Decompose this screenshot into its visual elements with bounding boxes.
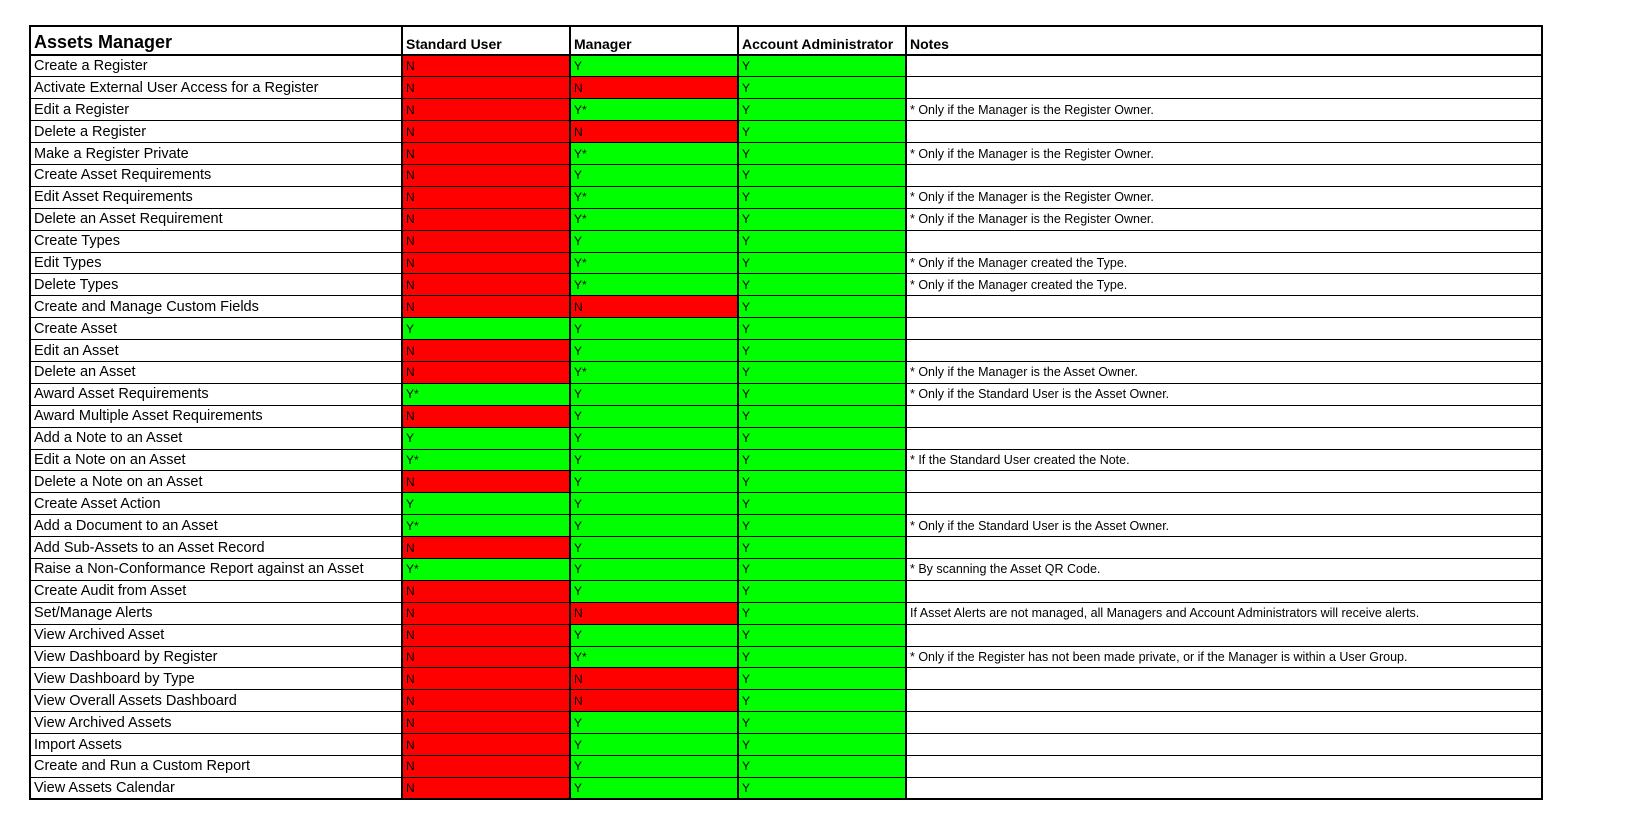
account-administrator-permission-cell: Y [738, 602, 906, 624]
feature-cell: Edit a Register [30, 99, 402, 121]
permissions-table [29, 25, 1543, 800]
table-row [30, 449, 1542, 471]
column-header-standard-user: Standard User [402, 26, 570, 55]
account-administrator-permission-cell: Y [738, 558, 906, 580]
table-row [30, 427, 1542, 449]
note-cell [906, 624, 1542, 646]
feature-cell: Create Audit from Asset [30, 580, 402, 602]
table-row [30, 580, 1542, 602]
manager-permission-cell: Y [570, 55, 738, 77]
account-administrator-permission-cell: Y [738, 471, 906, 493]
account-administrator-permission-cell: Y [738, 624, 906, 646]
standard-user-permission-cell: N [402, 537, 570, 559]
table-row [30, 515, 1542, 537]
standard-user-permission-cell: N [402, 624, 570, 646]
manager-permission-cell: Y [570, 427, 738, 449]
manager-permission-cell: Y [570, 624, 738, 646]
note-cell: * Only if the Standard User is the Asset Owner. [906, 383, 1542, 405]
manager-permission-cell: Y [570, 493, 738, 515]
feature-cell: Raise a Non-Conformance Report against an Asset [30, 558, 402, 580]
feature-cell: Create and Manage Custom Fields [30, 296, 402, 318]
table-title: Assets Manager [30, 26, 402, 55]
account-administrator-permission-cell: Y [738, 427, 906, 449]
feature-cell: Create and Run a Custom Report [30, 756, 402, 778]
feature-cell: Create Asset Action [30, 493, 402, 515]
account-administrator-permission-cell: Y [738, 55, 906, 77]
feature-cell: Add a Document to an Asset [30, 515, 402, 537]
feature-cell: View Dashboard by Type [30, 668, 402, 690]
table-row [30, 777, 1542, 799]
table-row [30, 624, 1542, 646]
note-cell: * Only if the Manager created the Type. [906, 274, 1542, 296]
account-administrator-permission-cell: Y [738, 646, 906, 668]
table-row [30, 383, 1542, 405]
feature-cell: Award Multiple Asset Requirements [30, 405, 402, 427]
table-row [30, 712, 1542, 734]
manager-permission-cell: Y [570, 558, 738, 580]
standard-user-permission-cell: N [402, 164, 570, 186]
note-cell [906, 537, 1542, 559]
feature-cell: View Archived Assets [30, 712, 402, 734]
standard-user-permission-cell: N [402, 99, 570, 121]
note-cell [906, 427, 1542, 449]
feature-cell: Create Types [30, 230, 402, 252]
feature-cell: Make a Register Private [30, 143, 402, 165]
column-header-notes: Notes [906, 26, 1542, 55]
feature-cell: Delete a Register [30, 121, 402, 143]
manager-permission-cell: Y* [570, 186, 738, 208]
table-row [30, 77, 1542, 99]
manager-permission-cell: Y [570, 449, 738, 471]
feature-cell: Edit a Note on an Asset [30, 449, 402, 471]
note-cell [906, 580, 1542, 602]
standard-user-permission-cell: N [402, 296, 570, 318]
feature-cell: Create Asset [30, 318, 402, 340]
table-row [30, 646, 1542, 668]
header-row [30, 26, 1542, 55]
account-administrator-permission-cell: Y [738, 383, 906, 405]
column-header-account-administrator: Account Administrator [738, 26, 906, 55]
note-cell: * By scanning the Asset QR Code. [906, 558, 1542, 580]
table-row [30, 186, 1542, 208]
standard-user-permission-cell: N [402, 55, 570, 77]
manager-permission-cell: Y [570, 777, 738, 799]
table-row [30, 405, 1542, 427]
manager-permission-cell: N [570, 121, 738, 143]
feature-cell: Create a Register [30, 55, 402, 77]
manager-permission-cell: Y [570, 515, 738, 537]
account-administrator-permission-cell: Y [738, 734, 906, 756]
account-administrator-permission-cell: Y [738, 449, 906, 471]
manager-permission-cell: N [570, 296, 738, 318]
account-administrator-permission-cell: Y [738, 690, 906, 712]
table-row [30, 558, 1542, 580]
manager-permission-cell: Y [570, 318, 738, 340]
table-row [30, 340, 1542, 362]
note-cell [906, 230, 1542, 252]
manager-permission-cell: Y* [570, 143, 738, 165]
manager-permission-cell: Y [570, 164, 738, 186]
manager-permission-cell: N [570, 602, 738, 624]
standard-user-permission-cell: Y* [402, 515, 570, 537]
standard-user-permission-cell: N [402, 208, 570, 230]
account-administrator-permission-cell: Y [738, 318, 906, 340]
feature-cell: Activate External User Access for a Register [30, 77, 402, 99]
note-cell: * Only if the Manager is the Register Owner. [906, 186, 1542, 208]
account-administrator-permission-cell: Y [738, 143, 906, 165]
note-cell: * Only if the Manager created the Type. [906, 252, 1542, 274]
manager-permission-cell: Y [570, 383, 738, 405]
feature-cell: Delete a Note on an Asset [30, 471, 402, 493]
standard-user-permission-cell: N [402, 252, 570, 274]
standard-user-permission-cell: N [402, 690, 570, 712]
standard-user-permission-cell: N [402, 77, 570, 99]
feature-cell: Create Asset Requirements [30, 164, 402, 186]
standard-user-permission-cell: N [402, 734, 570, 756]
account-administrator-permission-cell: Y [738, 186, 906, 208]
table-body [30, 55, 1542, 799]
feature-cell: Add a Note to an Asset [30, 427, 402, 449]
table-row [30, 230, 1542, 252]
table-row [30, 690, 1542, 712]
feature-cell: Edit Asset Requirements [30, 186, 402, 208]
note-cell [906, 668, 1542, 690]
table-row [30, 143, 1542, 165]
table-row [30, 471, 1542, 493]
table-row [30, 99, 1542, 121]
manager-permission-cell: Y* [570, 208, 738, 230]
account-administrator-permission-cell: Y [738, 274, 906, 296]
manager-permission-cell: Y [570, 756, 738, 778]
standard-user-permission-cell: N [402, 602, 570, 624]
note-cell: * Only if the Manager is the Asset Owner. [906, 361, 1542, 383]
feature-cell: Import Assets [30, 734, 402, 756]
manager-permission-cell: Y [570, 580, 738, 602]
standard-user-permission-cell: N [402, 340, 570, 362]
standard-user-permission-cell: N [402, 405, 570, 427]
table-row [30, 537, 1542, 559]
account-administrator-permission-cell: Y [738, 580, 906, 602]
table-row [30, 208, 1542, 230]
account-administrator-permission-cell: Y [738, 668, 906, 690]
account-administrator-permission-cell: Y [738, 230, 906, 252]
account-administrator-permission-cell: Y [738, 515, 906, 537]
table-row [30, 55, 1542, 77]
standard-user-permission-cell: N [402, 274, 570, 296]
standard-user-permission-cell: Y* [402, 558, 570, 580]
manager-permission-cell: Y [570, 734, 738, 756]
note-cell [906, 471, 1542, 493]
account-administrator-permission-cell: Y [738, 777, 906, 799]
manager-permission-cell: Y* [570, 99, 738, 121]
note-cell: * Only if the Standard User is the Asset Owner. [906, 515, 1542, 537]
table-row [30, 121, 1542, 143]
note-cell: * If the Standard User created the Note. [906, 449, 1542, 471]
manager-permission-cell: Y [570, 471, 738, 493]
note-cell [906, 405, 1542, 427]
standard-user-permission-cell: Y* [402, 383, 570, 405]
standard-user-permission-cell: N [402, 186, 570, 208]
account-administrator-permission-cell: Y [738, 208, 906, 230]
manager-permission-cell: Y* [570, 274, 738, 296]
note-cell: * Only if the Manager is the Register Owner. [906, 99, 1542, 121]
standard-user-permission-cell: N [402, 712, 570, 734]
account-administrator-permission-cell: Y [738, 121, 906, 143]
note-cell [906, 756, 1542, 778]
account-administrator-permission-cell: Y [738, 164, 906, 186]
note-cell [906, 77, 1542, 99]
note-cell [906, 55, 1542, 77]
manager-permission-cell: N [570, 690, 738, 712]
table-row [30, 756, 1542, 778]
note-cell [906, 734, 1542, 756]
table-row [30, 296, 1542, 318]
column-header-manager: Manager [570, 26, 738, 55]
table-row [30, 734, 1542, 756]
note-cell [906, 164, 1542, 186]
standard-user-permission-cell: N [402, 143, 570, 165]
standard-user-permission-cell: N [402, 646, 570, 668]
feature-cell: Edit an Asset [30, 340, 402, 362]
standard-user-permission-cell: N [402, 471, 570, 493]
feature-cell: View Dashboard by Register [30, 646, 402, 668]
account-administrator-permission-cell: Y [738, 77, 906, 99]
manager-permission-cell: Y [570, 230, 738, 252]
manager-permission-cell: Y [570, 340, 738, 362]
manager-permission-cell: Y [570, 712, 738, 734]
feature-cell: Delete an Asset [30, 361, 402, 383]
table-row [30, 668, 1542, 690]
standard-user-permission-cell: N [402, 668, 570, 690]
note-cell: * Only if the Manager is the Register Owner. [906, 143, 1542, 165]
manager-permission-cell: Y* [570, 252, 738, 274]
standard-user-permission-cell: N [402, 756, 570, 778]
table-row [30, 164, 1542, 186]
standard-user-permission-cell: N [402, 580, 570, 602]
manager-permission-cell: N [570, 77, 738, 99]
standard-user-permission-cell: N [402, 777, 570, 799]
manager-permission-cell: Y* [570, 361, 738, 383]
feature-cell: Edit Types [30, 252, 402, 274]
standard-user-permission-cell: N [402, 361, 570, 383]
manager-permission-cell: Y [570, 537, 738, 559]
table-row [30, 252, 1542, 274]
note-cell [906, 690, 1542, 712]
note-cell [906, 318, 1542, 340]
feature-cell: View Overall Assets Dashboard [30, 690, 402, 712]
account-administrator-permission-cell: Y [738, 405, 906, 427]
note-cell [906, 712, 1542, 734]
account-administrator-permission-cell: Y [738, 340, 906, 362]
account-administrator-permission-cell: Y [738, 537, 906, 559]
note-cell [906, 296, 1542, 318]
table-row [30, 318, 1542, 340]
note-cell [906, 340, 1542, 362]
feature-cell: Delete Types [30, 274, 402, 296]
manager-permission-cell: Y* [570, 646, 738, 668]
table-row [30, 493, 1542, 515]
standard-user-permission-cell: Y [402, 427, 570, 449]
account-administrator-permission-cell: Y [738, 99, 906, 121]
table-row [30, 274, 1542, 296]
standard-user-permission-cell: Y [402, 493, 570, 515]
table-row [30, 602, 1542, 624]
account-administrator-permission-cell: Y [738, 252, 906, 274]
account-administrator-permission-cell: Y [738, 361, 906, 383]
feature-cell: View Assets Calendar [30, 777, 402, 799]
note-cell: * Only if the Manager is the Register Owner. [906, 208, 1542, 230]
feature-cell: Set/Manage Alerts [30, 602, 402, 624]
account-administrator-permission-cell: Y [738, 296, 906, 318]
note-cell [906, 493, 1542, 515]
note-cell [906, 777, 1542, 799]
account-administrator-permission-cell: Y [738, 712, 906, 734]
note-cell: * Only if the Register has not been made private, or if the Manager is within a User Group. [906, 646, 1542, 668]
feature-cell: Add Sub-Assets to an Asset Record [30, 537, 402, 559]
account-administrator-permission-cell: Y [738, 493, 906, 515]
note-cell [906, 121, 1542, 143]
standard-user-permission-cell: N [402, 121, 570, 143]
standard-user-permission-cell: N [402, 230, 570, 252]
standard-user-permission-cell: Y [402, 318, 570, 340]
manager-permission-cell: N [570, 668, 738, 690]
feature-cell: Award Asset Requirements [30, 383, 402, 405]
feature-cell: Delete an Asset Requirement [30, 208, 402, 230]
account-administrator-permission-cell: Y [738, 756, 906, 778]
standard-user-permission-cell: Y* [402, 449, 570, 471]
table-row [30, 361, 1542, 383]
feature-cell: View Archived Asset [30, 624, 402, 646]
note-cell: If Asset Alerts are not managed, all Managers and Account Administrators will receive alerts. [906, 602, 1542, 624]
manager-permission-cell: Y [570, 405, 738, 427]
